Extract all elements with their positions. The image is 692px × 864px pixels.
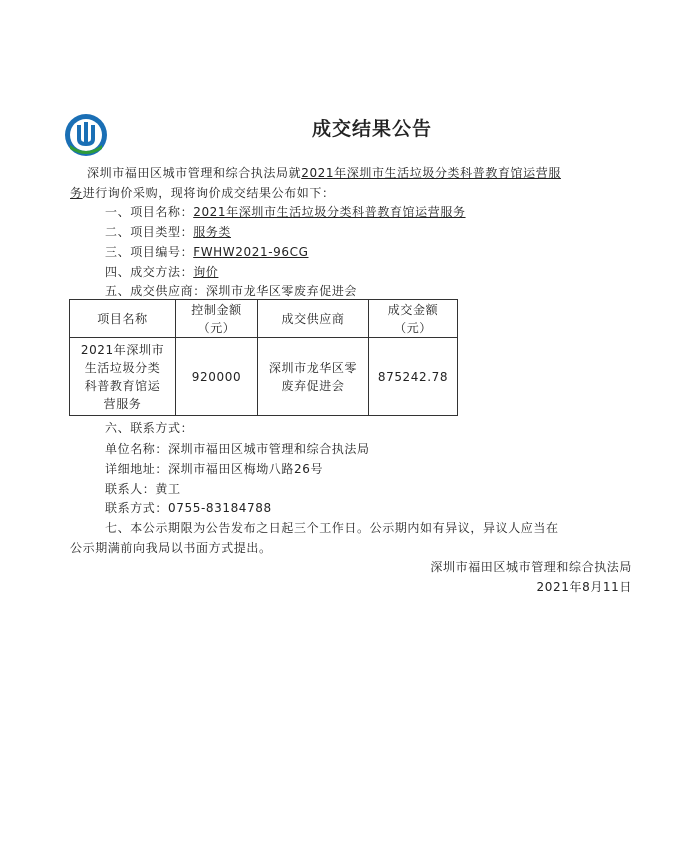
- contact-heading: 六、联系方式：: [105, 421, 194, 435]
- item-label: 三、项目编号：: [105, 245, 194, 259]
- header-text: 控制金额: [191, 302, 242, 317]
- cell-text: 生活垃圾分类: [84, 360, 161, 375]
- item-project-type: [105, 224, 231, 240]
- item-value: 2021年深圳市生活垃圾分类科普教育馆运营服务: [193, 205, 466, 219]
- cell-text: 科普教育馆运: [84, 378, 161, 393]
- header-supplier: [258, 300, 369, 338]
- intro-prefix: 深圳市福田区城市管理和综合执法局就: [87, 166, 302, 180]
- item-label: 一、项目名称：: [105, 205, 194, 219]
- item-value: 深圳市龙华区零废弃促进会: [205, 284, 358, 298]
- result-table: [69, 299, 458, 416]
- contact-phone: 联系方式：0755-83184788: [105, 501, 272, 515]
- item-label: 二、项目类型：: [105, 225, 194, 239]
- item-project-name: [105, 204, 466, 220]
- table-row: [70, 338, 458, 416]
- cell-supplier: [258, 338, 369, 416]
- contact-address: 详细地址：深圳市福田区梅坳八路26号: [105, 462, 324, 476]
- header-text: 成交金额: [387, 302, 439, 317]
- cell-text: 营服务: [103, 396, 142, 411]
- intro-suffix: 进行询价采购，现将询价成交结果公布如下：: [82, 186, 335, 200]
- header-text: 成交供应商: [281, 311, 345, 326]
- item-value: 询价: [193, 265, 219, 279]
- item-supplier: [105, 283, 357, 299]
- item-label: 四、成交方法：: [105, 265, 194, 279]
- header-text: （元）: [394, 320, 432, 335]
- page-title: 成交结果公告: [311, 118, 432, 140]
- header-text: （元）: [197, 320, 236, 335]
- signature-org: 深圳市福田区城市管理和综合执法局: [430, 560, 632, 574]
- notice-line-2: 公示期满前向我局以书面方式提出。: [70, 541, 272, 555]
- item-value: FWHW2021-96CG: [193, 245, 309, 259]
- cell-text: 2021年深圳市: [80, 342, 165, 357]
- header-project-name: [70, 300, 176, 338]
- table-header-row: [70, 300, 458, 338]
- intro-project-part2: 务: [70, 186, 83, 200]
- contact-unit: 单位名称：深圳市福田区城市管理和综合执法局: [105, 442, 370, 456]
- item-deal-method: [105, 264, 218, 280]
- cell-deal-amount: 875242.78: [369, 338, 458, 416]
- header-deal-amount: [369, 300, 458, 338]
- cell-project-name: [70, 338, 176, 416]
- item-value: 服务类: [193, 225, 232, 239]
- intro-line-2: [70, 185, 335, 201]
- intro-line-1: [87, 165, 561, 181]
- header-control-amount: [176, 300, 258, 338]
- intro-project-part1: 2021年深圳市生活垃圾分类科普教育馆运营服: [301, 166, 561, 180]
- cell-control-amount: 920000: [176, 338, 258, 416]
- cell-text: 深圳市龙华区零: [268, 360, 358, 375]
- item-label: 五、成交供应商：: [105, 284, 206, 298]
- item-project-code: [105, 244, 308, 260]
- cell-text: 废弃促进会: [281, 378, 345, 393]
- contact-person: 联系人：黄工: [105, 482, 181, 496]
- notice-line-1: 七、本公示期限为公告发布之日起三个工作日。公示期内如有异议，异议人应当在: [105, 521, 559, 535]
- signature-date: 2021年8月11日: [536, 580, 632, 594]
- header-text: 项目名称: [97, 311, 148, 326]
